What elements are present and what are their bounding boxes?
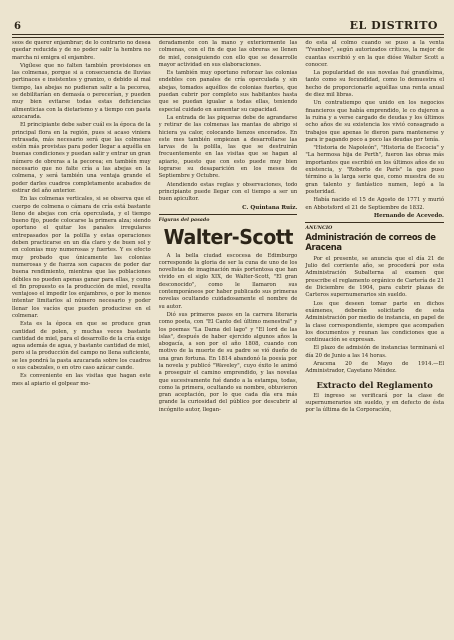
paragraph: deradamente con la mano y exteriormente las colmenas, con el fin de que las obreras se llenen de miel, consiguiendo con ello que se desarrolle mayor actividad en sus elaboraciones. bbox=[158, 40, 298, 68]
column-2 bbox=[159, 40, 298, 634]
paragraph: Dió sus primeros pasos en la carrera literaria como poeta, con "El Canto del último menestral" y los poemas "La Dama del lago" y "El lord de las islas", después de haber ejercido algunos años la abogacía, a son por el año 1808, cuando con motivo de la muerte de su padre se vió dueño de una gran fortuna. En 1814 abandonó la poesía por la novela y publicó "Waveley", cuyo éxito le animó a proseguir el camino emprendido, y las novelas que sucesivamente fué dando a la estampa, todas, como la primera, ocultando su nombre, obtuvieron gran aceptación, por lo que cada día era más grande la curiosidad del público por descubrir al incógnito autor, llegan- bbox=[158, 311, 298, 413]
section-divider bbox=[159, 214, 298, 215]
publication-title: EL DISTRITO bbox=[349, 19, 438, 32]
paragraph: El principiante debe saber cuál es la época de la principal flora en la región, pues si acaso viniera retrasada, más necesario será que las colmenas estén más provistas para poder llegar a aquélla en buenas condiciones y puedan salir y entrar un gran número de obreras a la pecorea; en también muy necesario que no falte cría a las abejas en la colmena, y será también una ventaja grande el poder darles cuadros completamente acabados de estirar del año anterior. bbox=[12, 122, 151, 194]
column-3 bbox=[305, 40, 444, 634]
paragraph: Por el presente, se anuncia que el día 21 de Julio del corriente año, se procederá por esta Administración Subalterna al examen que prescribe el reglamento orgánico de Cartería de 21 de Diciembre de 1904, para cubrir plazas de Carteros supernumerarios sin sueldo. bbox=[305, 255, 445, 299]
section-divider bbox=[305, 222, 444, 223]
section-kicker: Figuras del pasado bbox=[158, 216, 210, 223]
paragraph: Es también muy oportuno reforzar las colonias endebles con panales de cría operculada y sin abejas, tomados aquéllos de colonias fuertes, que puedan cubrir por completo sus habitantes hasta que se puedan igualar a todas ellas, teniendo especial cuidado en aumentar su capacidad. bbox=[158, 70, 298, 113]
paragraph: "Historia de Napoleón", "Historia de Escocia" y "La hermosa hija de Perth", fueron las obras más importantes que escribió en los últimos años de su existencia, y "Roberto de París" la que puso término a la larga serie que, como muestra de su gran talento y fantástico numen, legó a la posteridad. bbox=[305, 145, 445, 195]
column-1 bbox=[12, 40, 151, 634]
paragraph: El plazo de admisión de instancias terminará el día 20 de Junio a las 14 horas. bbox=[305, 345, 445, 359]
paragraph: En las colmenas verticales, si se observa que el cuerpo de colmena o cámara de cría está bastante lleno de abejas con cría operculada, y el tiempo bueno fijo, puede colocarse la primera alza; siendo oportuno el quitar los panales irregulares entrepasados por la polilla y estas operaciones deben practicarse en un día claro y de buen sol y en colonias muy numerosas y fuertes. Y es efecto muy probado que únicamente las colonias numerosas y de fuerza son capaces de poder dar buena rendimiento, mientras que las poblaciones débiles no pueden apenas ganar para ellas, y como el fin propuesto es la producción de miel, resulta ventajoso el impedir los enjambres, o por lo menos intentar limitarlos al número necesario y poder llenar los vacíos que pueden producirse en el colmenar. bbox=[12, 196, 151, 319]
paragraph: A la bella ciudad escocesa de Edimburgo corresponde la gloria de ser la cuna de uno de los novelistas de imaginación más portentosa que han vivido en el siglo XIX, de Walter-Scott, "El gran desconocido", como le llamaron sus contemporáneos por haber publicado sus primeras novelas ocultando cuidadosamente el nombre de su autor. bbox=[158, 252, 298, 310]
section-kicker: ANUNCIO bbox=[305, 224, 333, 231]
paragraph: Aracena 20 de Mayo de 1914.—El Administrador, Cayetano Méndez. bbox=[305, 360, 445, 375]
paragraph: Vigílese que no falten también provisiones en las colmenas, porque si a consecuencia de lluvias pertinaces e insistentes y granizo, o debido al mal tiempo, las abejas no pudieran salir a la pecorea, se debilitarían en demasía o perecerían, y pueden muy bien evitarse todas estas deficiencias alimenticias con la dietarismo y a tiempo con pasta azucarada. bbox=[12, 62, 151, 120]
regulation-heading: Extracto del Reglamento bbox=[316, 379, 433, 390]
masthead bbox=[12, 6, 444, 32]
columns bbox=[12, 40, 444, 634]
article-heading: Walter-Scott bbox=[163, 224, 293, 249]
paragraph: Esta es la época en que se produce gran cantidad de polen, y muchas veces bastante cantidad de miel, para el desarrollo de la cría exige agua además de agua, y bastante cantidad de miel, pero si la producción del campo no llena suficiente, se les pondrá la pasta azucarada sobre los cuadros o sus cabezales, o en otro caso azúcar cande. bbox=[12, 321, 151, 372]
paragraph: Había nacido el 15 de Agosto de 1771 y murió en Abbotsford el 21 de Septiembre de 1832. bbox=[305, 197, 445, 211]
masthead-rule bbox=[12, 34, 444, 35]
announcement-heading: Administración de correos de Aracena bbox=[305, 231, 436, 252]
paragraph: do esta al colmo cuando se puso a la venta "Yvanhoe", según autorizados críticos, la mejor de cuantas escribió y en la que dióse Walter Scott a conocer. bbox=[305, 40, 445, 68]
page-number: 6 bbox=[14, 21, 21, 32]
article-signature: C. Quintana Ruiz. bbox=[242, 204, 298, 211]
article-signature: Hernando de Acevedo. bbox=[373, 212, 445, 219]
masthead-rule-thin bbox=[12, 37, 444, 38]
paragraph: La entrada de las piqueras debe de agrandarse y retirar de las colmenas las mantas de abrigo si hiciera ya calor, colocando lienzos encerados. En este mes también empiezan a desarrollarse las larvas de la polilla, las que se destruirán frecuentemente en las visitas que se hagan al apiario, puesto que con esto puede muy bien lograrse su desaparición en los meses de Septiembre y Octubre. bbox=[158, 114, 298, 180]
paragraph: Los que deseen tomar parte en dichos exámenes, deberán solicitarlo de esta Administración por medio de instancia, en papel de la clase correspondiente, siempre que acompañen los documentos y reunan las condiciones que a continuación se expresan. bbox=[305, 300, 445, 344]
paragraph: El ingreso se verificará por la clase de supernumerarios sin sueldo, y en defecto de ésta por la última de la Corporación, bbox=[305, 392, 445, 414]
paragraph: Es conveniente en las visitas que hagan este mes al apiario el golpear mo- bbox=[12, 373, 151, 387]
paragraph: Un contratiempo que unido en los negocios financieros que había emprendido, le co dujeron a la ruina y a verse cargado de deudas y los últimos ocho años de su existencia los vivió consagrado a trabajos que apenas le dieron para mantenerse y para ir pagando poco a poco las deudas por tenía. bbox=[305, 100, 445, 143]
paragraph: La popularidad de sus novelas fué grandísima, tanto como su fecundidad, como lo demuestra el hecho de proporcionarle aquéllas una renta anual de diez mil libras. bbox=[305, 70, 445, 99]
paragraph: seos de querer enjambrar; de lo contrario no desea quedar reducida y de no poder salir la hembra no marcha ni emigra el enjambre. bbox=[12, 40, 151, 61]
paragraph: Atendiendo estas reglas y observaciones, todo principiante puede llegar con el tiempo a ser un buen apicultor. bbox=[158, 181, 298, 203]
